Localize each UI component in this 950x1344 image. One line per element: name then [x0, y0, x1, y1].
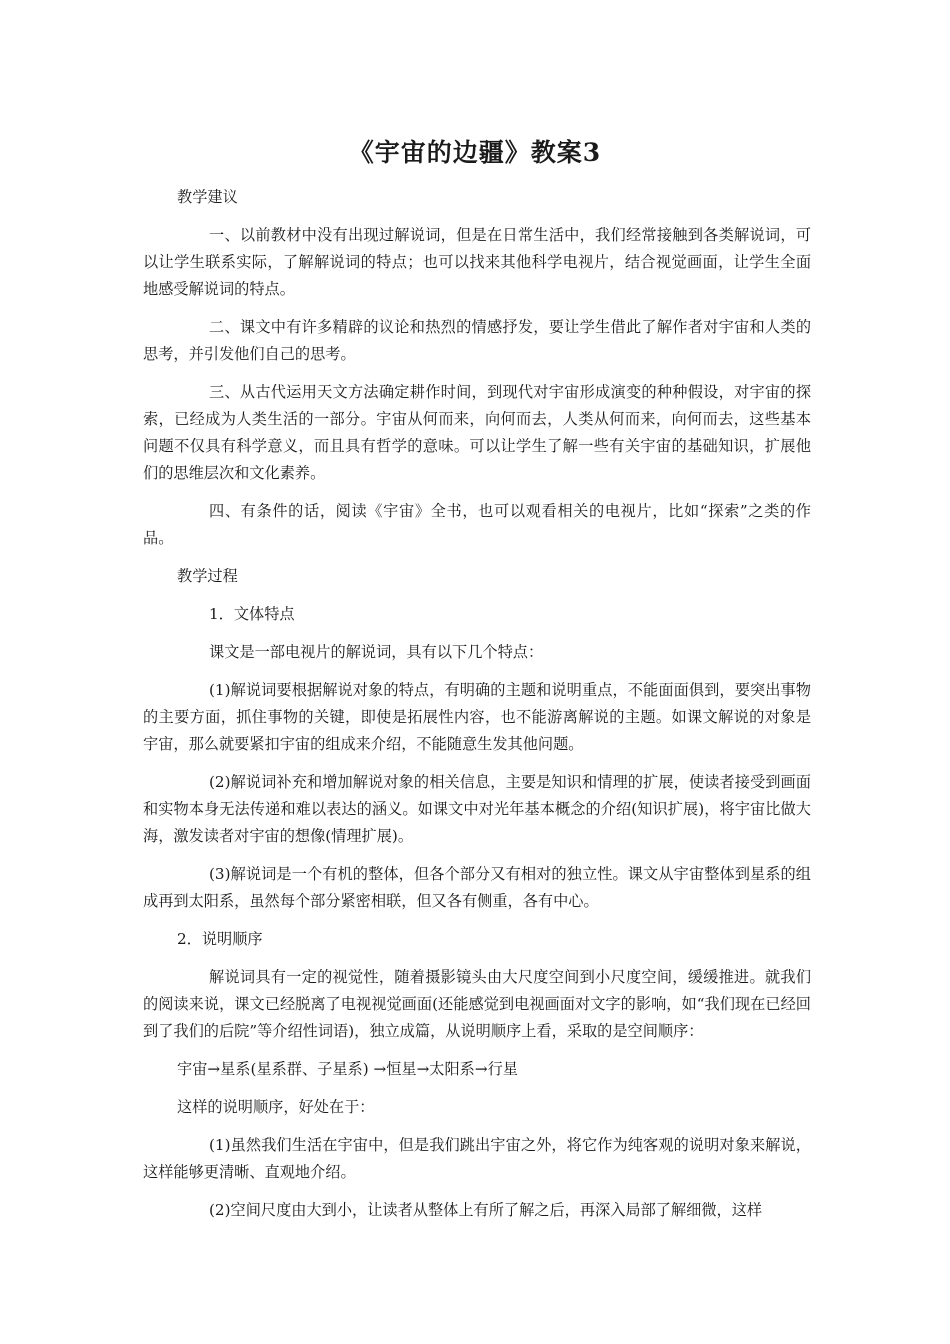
section-heading-teaching-process: 教学过程	[177, 567, 238, 585]
suggestion-paragraph-1: 一、以前教材中没有出现过解说词，但是在日常生活中，我们经常接触到各类解说词，可以让学生联系实际，了解解说词的特点；也可以找来其他科学电视片，结合视觉画面，让学生全面地感受解说词的特点。	[143, 226, 811, 298]
subheading-genre-features: 1．文体特点	[209, 605, 295, 623]
suggestion-paragraph-2: 二、课文中有许多精辟的议论和热烈的情感抒发，要让学生借此了解作者对宇宙和人类的思考，并引发他们自己的思考。	[143, 318, 811, 363]
suggestion-paragraph-4: 四、有条件的话，阅读《宇宙》全书，也可以观看相关的电视片，比如“探索”之类的作品。	[143, 502, 811, 547]
genre-feature-paragraph-3: (3)解说词是一个有机的整体，但各个部分又有相对的独立性。课文从宇宙整体到星系的组成再到太阳系，虽然每个部分紧密相联，但又各有侧重，各有中心。	[143, 865, 811, 910]
order-benefit-paragraph-1: (1)虽然我们生活在宇宙中，但是我们跳出宇宙之外，将它作为纯客观的说明对象来解说，这样能够更清晰、直观地介绍。	[143, 1136, 811, 1181]
order-intro-paragraph: 解说词具有一定的视觉性，随着摄影镜头由大尺度空间到小尺度空间，缓缓推进。就我们的阅读来说，课文已经脱离了电视视觉画面(还能感觉到电视画面对文字的影响，如“我们现在已经回到了我们的后院”等介绍性词语)，独立成篇，从说明顺序上看，采取的是空间顺序：	[143, 968, 811, 1040]
spatial-sequence-line: 宇宙→星系(星系群、子星系) →恒星→太阳系→行星	[177, 1060, 518, 1078]
suggestion-paragraph-3: 三、从古代运用天文方法确定耕作时间，到现代对宇宙形成演变的种种假设，对宇宙的探索，已经成为人类生活的一部分。宇宙从何而来，向何而去，人类从何而来，向何而去，这些基本问题不仅具有科学意义，而且具有哲学的意味。可以让学生了解一些有关宇宙的基础知识，扩展他们的思维层次和文化素养。	[143, 383, 811, 482]
section-heading-teaching-suggestions: 教学建议	[177, 188, 238, 206]
document-body	[143, 184, 811, 1235]
order-benefit-intro: 这样的说明顺序，好处在于：	[177, 1098, 375, 1116]
genre-intro-paragraph: 课文是一部电视片的解说词，具有以下几个特点：	[209, 643, 544, 661]
subheading-explanation-order: 2．说明顺序	[177, 930, 263, 948]
document-title: 《宇宙的边疆》教案3	[348, 138, 602, 167]
genre-feature-paragraph-2: (2)解说词补充和增加解说对象的相关信息，主要是知识和情理的扩展，使读者接受到画面和实物本身无法传递和难以表达的涵义。如课文中对光年基本概念的介绍(知识扩展)，将宇宙比做大海，激发读者对宇宙的想像(情理扩展)。	[143, 773, 811, 845]
genre-feature-paragraph-1: (1)解说词要根据解说对象的特点，有明确的主题和说明重点，不能面面俱到，要突出事物的主要方面，抓住事物的关键，即使是拓展性内容，也不能游离解说的主题。如课文解说的对象是宇宙，那么就要紧扣宇宙的组成来介绍，不能随意生发其他问题。	[143, 681, 811, 753]
order-benefit-paragraph-2: (2)空间尺度由大到小，让读者从整体上有所了解之后，再深入局部了解细微，这样	[209, 1201, 763, 1219]
